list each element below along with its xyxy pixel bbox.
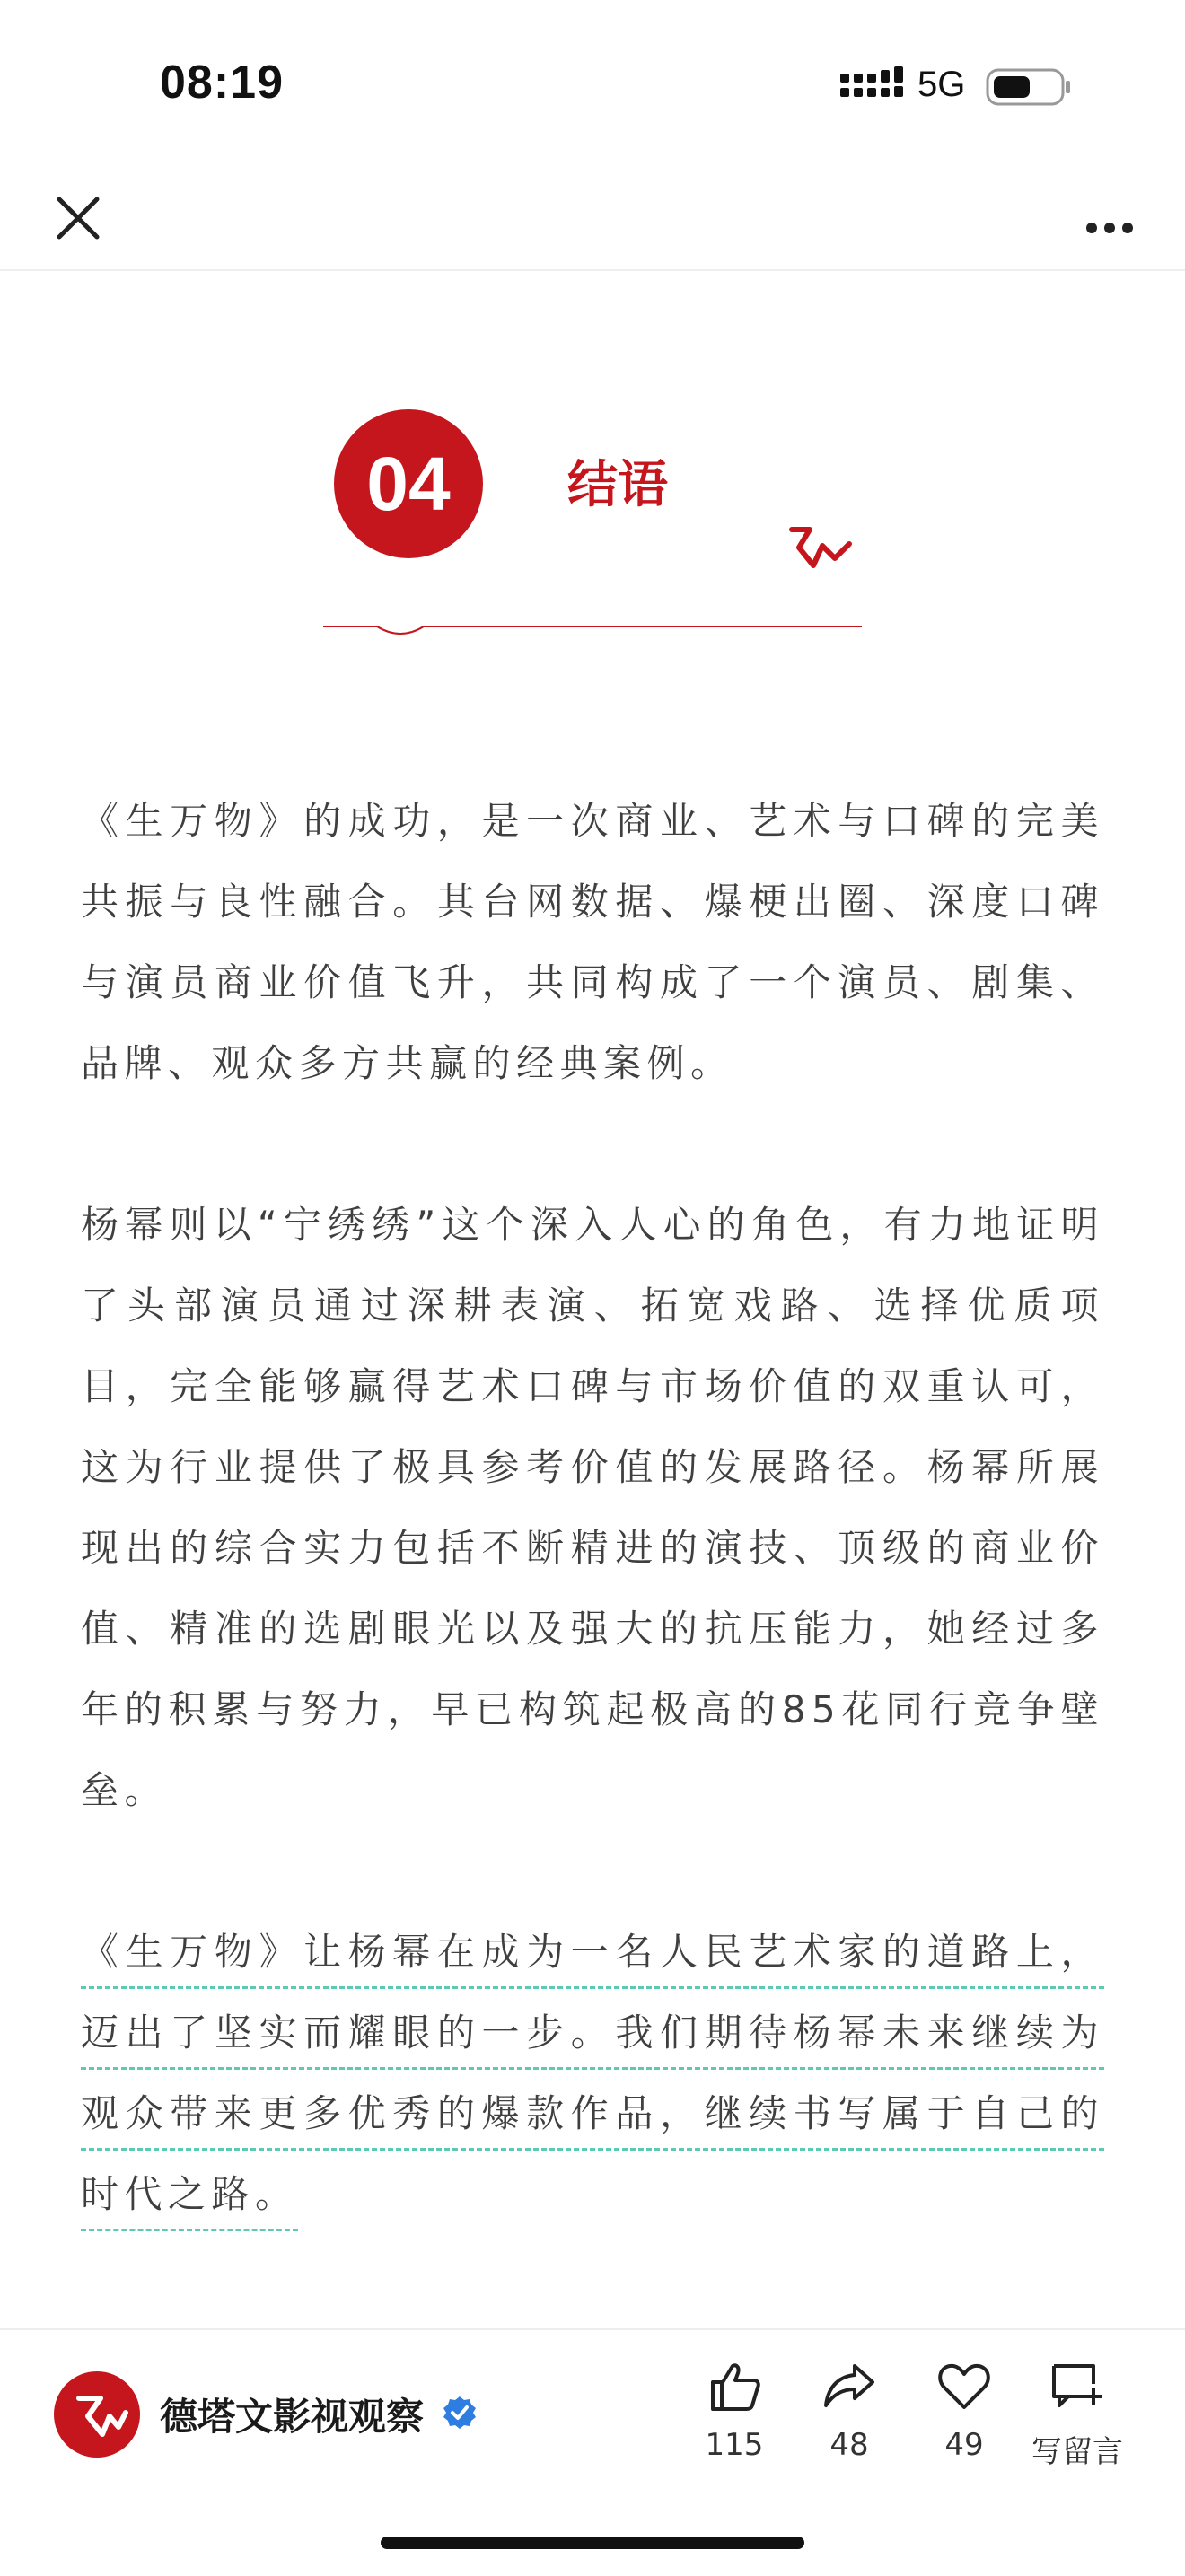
share-count: 48 xyxy=(830,2427,869,2463)
signal-icon xyxy=(840,66,903,106)
more-dots-icon xyxy=(1074,187,1146,250)
paragraph-2: 杨幂则以“宁绣绣”这个深入人心的角色，有力地证明了头部演员通过深耕表演、拓宽戏路、选择优质项目，完全能够赢得艺术口碑与市场价值的双重认可，这为行业提供了极具参考价值的发展路径。杨幂所展现出的综合实力包括不断精进的演技、顶级的商业价值、精准的选剧眼光以及强大的抗压能力，她经过多年的积累与努力，早已构筑起极高的85花同行竞争壁垒。 xyxy=(81,1203,1104,1812)
home-indicator[interactable] xyxy=(381,2537,804,2549)
favorite-button[interactable] xyxy=(910,2357,1018,2483)
battery-icon xyxy=(986,68,1072,106)
section-number-badge: 04 xyxy=(334,409,483,558)
more-button[interactable] xyxy=(1074,187,1146,250)
paragraph-3 xyxy=(81,1912,1104,2235)
paragraph-1: 《生万物》的成功，是一次商业、艺术与口碑的完美共振与良性融合。其台网数据、爆梗出圈、深度口碑与演员商业价值飞升，共同构成了一个演员、剧集、品牌、观众多方共赢的经典案例。 xyxy=(81,799,1104,1085)
network-label: 5G xyxy=(917,65,966,104)
account-name[interactable]: 德塔文影视观察 xyxy=(160,2395,425,2439)
status-bar xyxy=(0,0,1185,171)
close-button[interactable] xyxy=(47,187,110,250)
section-title: 结语 xyxy=(567,456,668,514)
avatar[interactable] xyxy=(54,2371,140,2458)
article-body xyxy=(81,781,1104,2235)
section-header xyxy=(305,395,880,646)
favorite-count: 49 xyxy=(944,2427,984,2463)
like-button[interactable] xyxy=(680,2357,788,2483)
verified-icon xyxy=(442,2395,478,2431)
status-time: 08:19 xyxy=(160,57,284,109)
highlighted-text: 《生万物》让杨幂在成为一名人民艺术家的道路上，迈出了坚实而耀眼的一步。我们期待杨幂未来继续为观众带来更多优秀的爆款作品，继续书写属于自己的时代之路。 xyxy=(81,1930,1104,2216)
thumbs-up-icon xyxy=(706,2357,763,2414)
account-logo-icon xyxy=(54,2371,140,2458)
comment-label: 写留言 xyxy=(1031,2434,1123,2470)
share-button[interactable] xyxy=(795,2357,903,2483)
share-icon xyxy=(821,2357,878,2414)
heart-icon xyxy=(935,2357,993,2414)
comment-icon xyxy=(1049,2357,1106,2414)
like-count: 115 xyxy=(705,2427,764,2463)
nav-bar xyxy=(0,171,1185,271)
close-icon xyxy=(47,187,110,250)
comment-button[interactable] xyxy=(1023,2357,1131,2483)
